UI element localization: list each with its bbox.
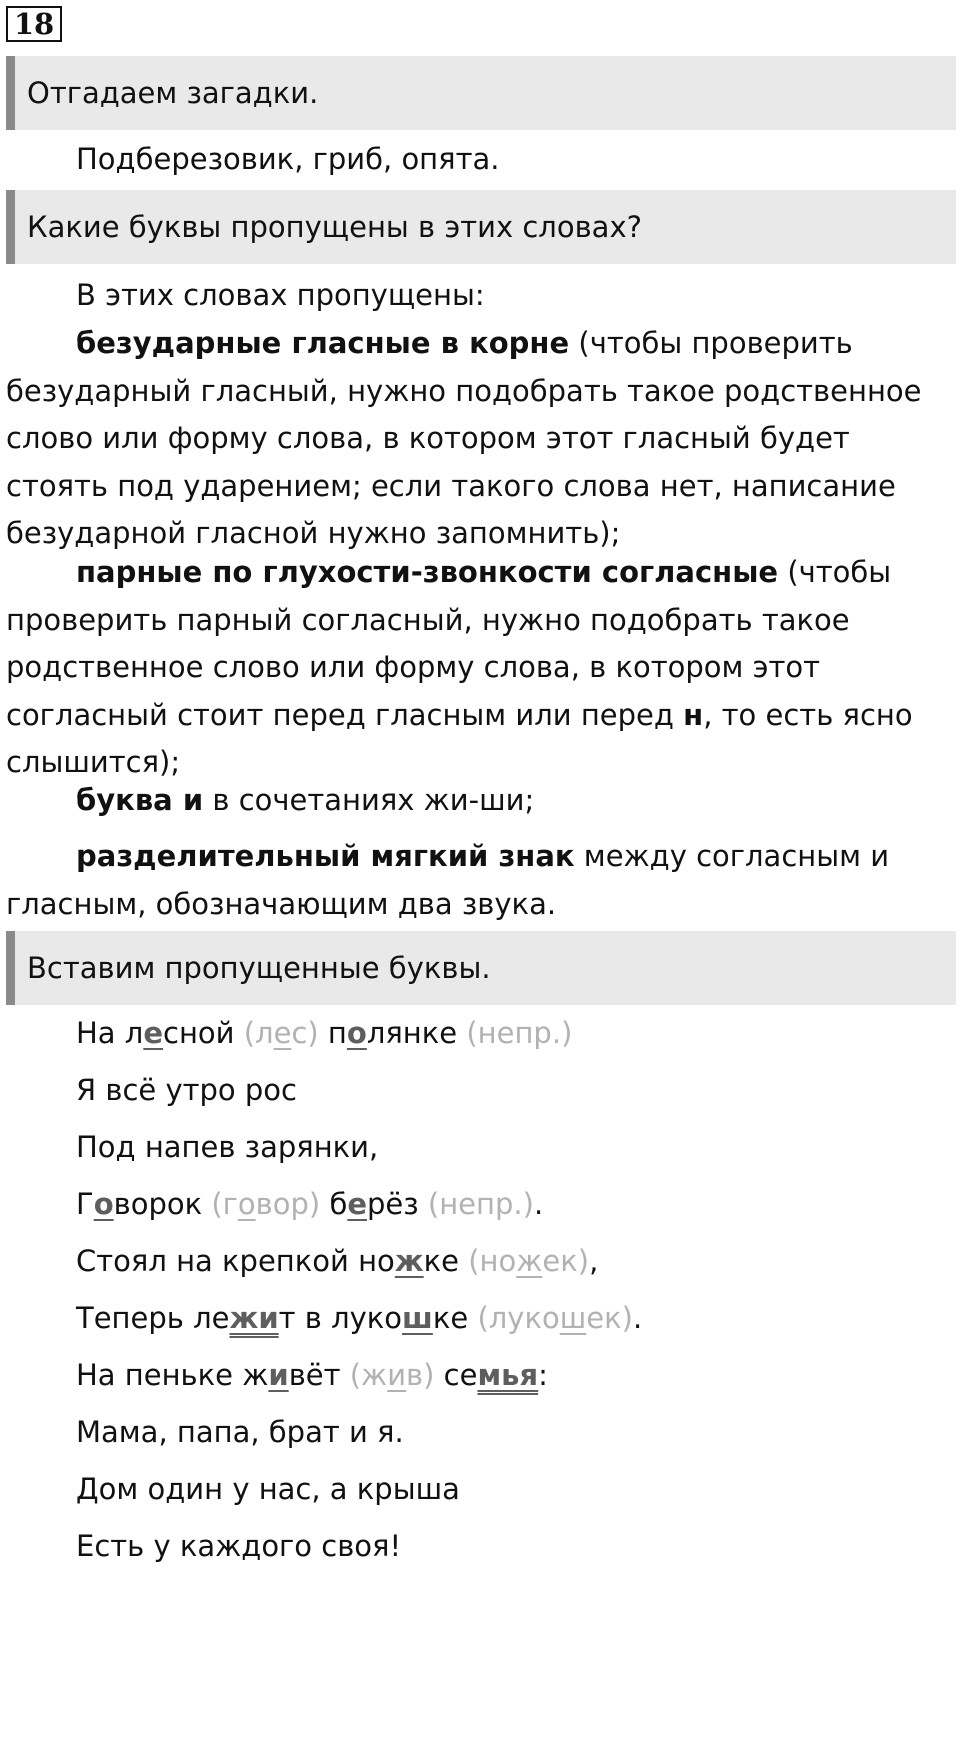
rules-intro: В этих словах пропущены: [76, 278, 485, 312]
inserted-letter: жи [229, 1301, 279, 1335]
inserted-letter: мья [477, 1358, 539, 1392]
poem-text: т в луко [278, 1301, 403, 1335]
rule-unstressed-vowels [6, 320, 956, 558]
poem-note: с) [291, 1016, 319, 1050]
poem-note: (непр.) [427, 1187, 534, 1221]
poem-text: На л [76, 1016, 144, 1050]
poem-text: Дом один у нас, а крыша [76, 1472, 460, 1506]
rule-letter-i [6, 777, 956, 825]
poem-text: : [538, 1358, 548, 1392]
poem-text: Мама, папа, брат и я. [76, 1415, 404, 1449]
poem-note: (непр.) [466, 1016, 573, 1050]
inserted-letter: е [143, 1016, 164, 1050]
poem-text: . [533, 1187, 544, 1221]
poem-text: Теперь ле [76, 1301, 230, 1335]
poem-text: ке [432, 1301, 478, 1335]
poem-text: . [632, 1301, 643, 1335]
poem-note: ш [559, 1301, 587, 1335]
inserted-letter: е [347, 1187, 368, 1221]
poem-line [76, 1070, 297, 1110]
rule-text: (чтобы проверить безударный гласный, нужно подобрать такое родственное слово или форму слова, в котором этот гласный будет стоять под ударением; если такого слова нет, написание безударной гласной нужно запомнить); [6, 326, 922, 550]
rule-text-end: , то есть ясно слышится); [6, 697, 913, 779]
poem-line [76, 1526, 401, 1566]
poem-text: лянке [366, 1016, 467, 1050]
poem-line [76, 1013, 572, 1053]
poem-note: (л [243, 1016, 274, 1050]
poem-text: п [318, 1016, 347, 1050]
poem-text: , [589, 1244, 599, 1278]
inserted-letter: о [346, 1016, 367, 1050]
poem-text: вёт [288, 1358, 350, 1392]
rule-bold-letter: н [683, 697, 704, 732]
poem-text: На пеньке ж [76, 1358, 269, 1392]
poem-text: ке [423, 1244, 469, 1278]
poem-line [76, 1184, 543, 1224]
poem-line [76, 1298, 642, 1338]
rule-label: парные по глухости-звонкости согласные [76, 555, 779, 589]
poem-note: (луко [477, 1301, 560, 1335]
poem-line [76, 1469, 460, 1509]
poem-note: е [273, 1016, 292, 1050]
poem-text: рёз [367, 1187, 428, 1221]
poem-text: сной [163, 1016, 244, 1050]
poem-note: (ж [349, 1358, 388, 1392]
poem-note: ж [516, 1244, 543, 1278]
rule-label: разделительный мягкий знак [76, 839, 575, 873]
poem-text: се [434, 1358, 478, 1392]
rule-soft-sign [6, 833, 956, 928]
poem-line [76, 1355, 548, 1395]
section-heading-insert-letters: Вставим пропущенные буквы. [6, 931, 956, 1005]
poem-note: ек) [586, 1301, 633, 1335]
inserted-letter: о [93, 1187, 114, 1221]
poem-note: (г [211, 1187, 238, 1221]
inserted-letter: ш [402, 1301, 433, 1335]
poem-text: ворок [113, 1187, 212, 1221]
rule-label: буква и [76, 783, 204, 817]
poem-text: Я всё утро рос [76, 1073, 297, 1107]
poem-note: ек) [542, 1244, 590, 1278]
section-heading-riddles: Отгадаем загадки. [6, 56, 956, 130]
poem-text: б [320, 1187, 348, 1221]
rule-label: безударные гласные в корне [76, 326, 570, 360]
poem-line [76, 1412, 404, 1452]
rule-text: в сочетаниях жи-ши; [203, 783, 535, 817]
task-number: 18 [6, 6, 62, 42]
poem-text: Есть у каждого своя! [76, 1529, 402, 1563]
poem-note: вор) [255, 1187, 321, 1221]
poem-line [76, 1127, 378, 1167]
rule-paired-consonants [6, 549, 956, 787]
poem-note: и [387, 1358, 407, 1392]
poem-text: Г [76, 1187, 94, 1221]
rule-text: (чтобы проверить парный согласный, нужно подобрать такое родственное слово или форму слова, в котором этот согласный стоит перед гласным или перед [6, 555, 892, 732]
poem-line [76, 1241, 598, 1281]
section-heading-missing-letters: Какие буквы пропущены в этих словах? [6, 190, 956, 264]
poem-note: (но [468, 1244, 517, 1278]
inserted-letter: и [268, 1358, 289, 1392]
poem-note: о [237, 1187, 256, 1221]
poem-note: в) [406, 1358, 435, 1392]
rule-text: между согласным и гласным, обозначающим два звука. [6, 839, 890, 921]
poem-text: Стоял на крепкой но [76, 1244, 395, 1278]
inserted-letter: ж [394, 1244, 424, 1278]
poem-text: Под напев зарянки, [76, 1130, 379, 1164]
riddle-answer: Подберезовик, гриб, опята. [76, 142, 500, 176]
